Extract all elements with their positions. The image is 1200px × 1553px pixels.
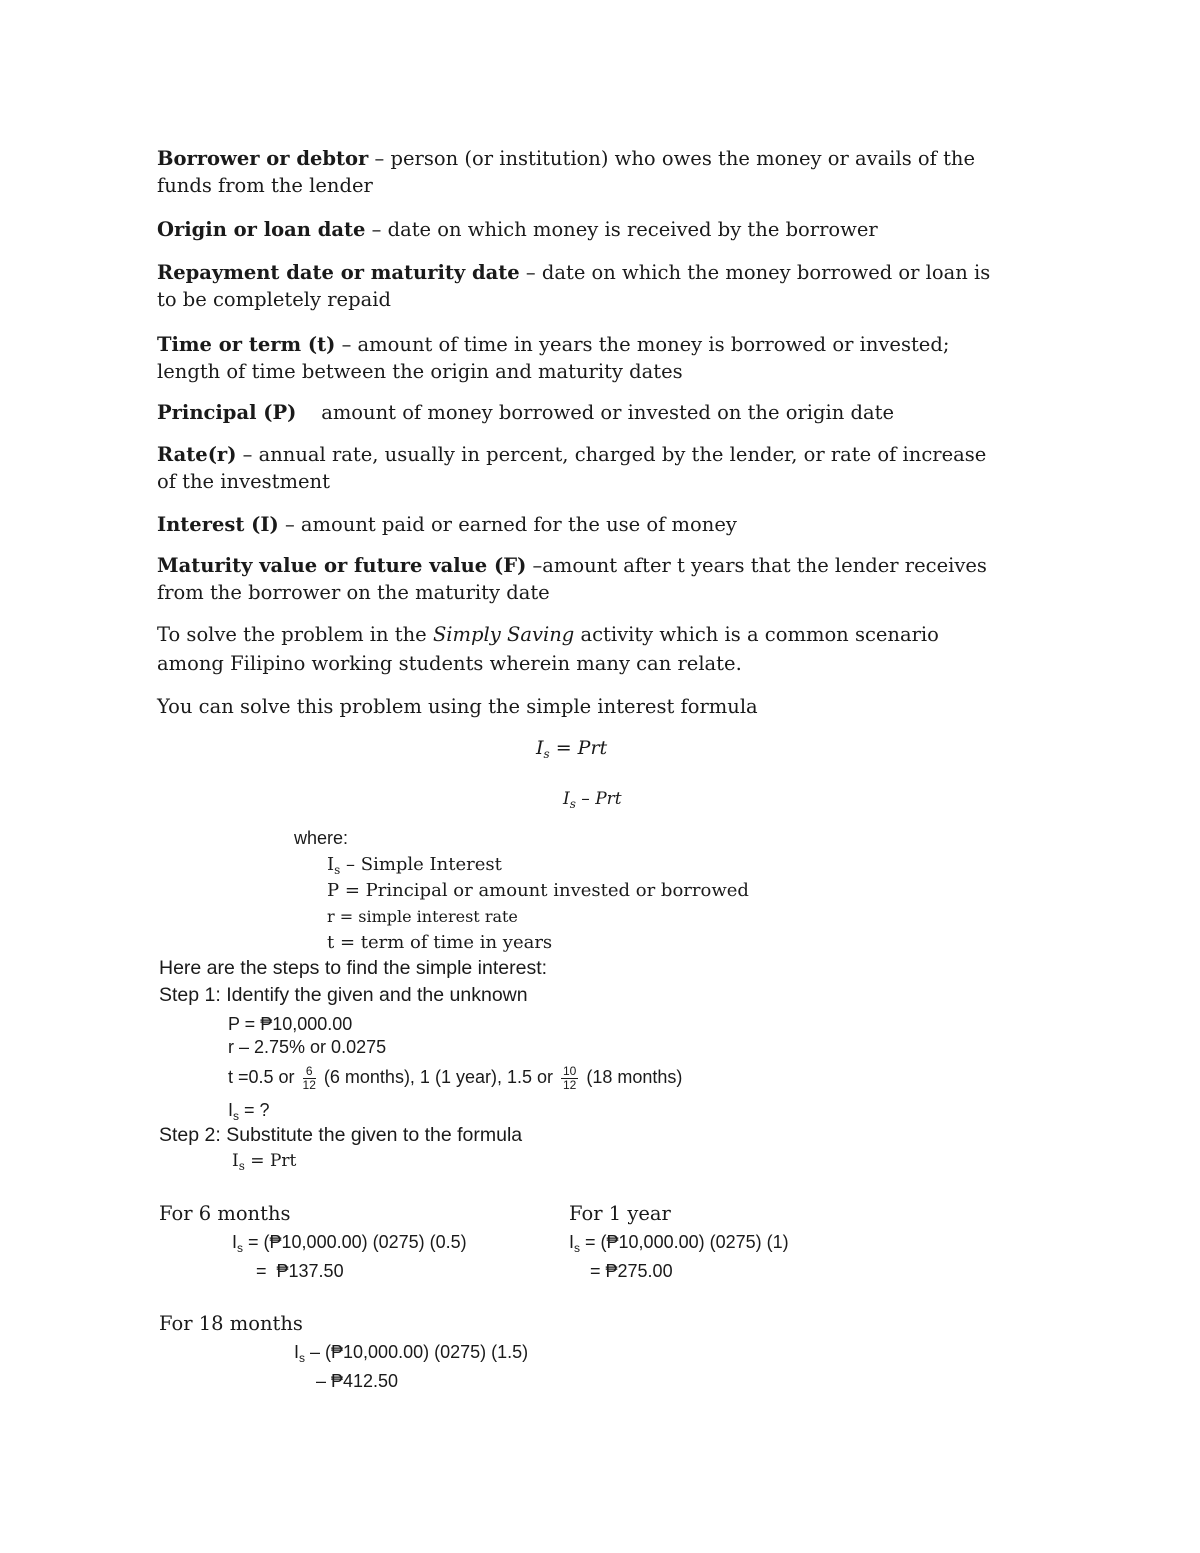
calc-expression: – (₱10,000.00) (0275) (1.5) [305, 1342, 529, 1362]
steps-intro: Here are the steps to find the simple interest: [159, 957, 548, 979]
definition-separator: – [519, 261, 542, 284]
where-subscript: s [334, 863, 341, 877]
definition-separator: – [278, 513, 301, 536]
formula-intro: You can solve this problem using the simple interest formula [157, 695, 758, 718]
where-eq: = [334, 932, 361, 953]
where-desc: term of time in years [360, 932, 553, 953]
definition-time [157, 331, 1007, 385]
where-desc: Simple Interest [360, 854, 502, 875]
formula-subscript: s [543, 747, 550, 761]
step1-label: Step 1: Identify the given and the unknown [159, 984, 528, 1006]
calc-subscript: s [574, 1241, 581, 1255]
fraction-numerator: 10 [563, 1063, 577, 1078]
fraction-denominator: 12 [302, 1077, 316, 1092]
where-eq: = [334, 907, 359, 926]
calc-1-year-title: For 1 year [569, 1202, 671, 1225]
definition-separator: – [365, 218, 388, 241]
calc-symbol: I [232, 1232, 238, 1252]
calc-expression: = (₱10,000.00) (0275) (1) [580, 1232, 789, 1252]
definition-term: Borrower or debtor [157, 147, 369, 170]
definition-borrower [157, 145, 1007, 199]
calc-18-months-result: – ₱412.50 [316, 1371, 399, 1391]
definition-separator: – [526, 554, 543, 577]
activity-name: Simply Saving [432, 623, 575, 646]
formula-subscript: s [238, 1159, 245, 1173]
unknown-symbol: I [228, 1100, 234, 1120]
intro-paragraph [157, 620, 1007, 678]
definition-separator: – [368, 147, 391, 170]
formula-symbol: I [232, 1151, 239, 1171]
definition-term: Rate(r) [157, 443, 237, 466]
formula-rhs: – Prt [575, 789, 622, 809]
definition-separator: – [335, 333, 358, 356]
formula-repeat [563, 789, 622, 811]
calc-6-months-result: = ₱137.50 [256, 1261, 344, 1281]
definition-text: amount of time in years the money is borrowed or invested; length of time between the origin and maturity dates [157, 333, 950, 383]
step1-rate: r – 2.75% or 0.0275 [228, 1037, 387, 1057]
where-symbol: t [327, 932, 335, 953]
formula-symbol: I [563, 789, 570, 809]
where-item-t [327, 932, 552, 953]
where-symbol: P [327, 880, 340, 901]
formula-subscript: s [569, 797, 576, 811]
where-label: where: [294, 828, 349, 848]
fraction-denominator: 12 [563, 1077, 577, 1092]
definition-separator [296, 401, 321, 424]
calc-expression: = (₱10,000.00) (0275) (0.5) [243, 1232, 467, 1252]
calc-6-months-title: For 6 months [159, 1202, 291, 1225]
calc-1-year-result: = ₱275.00 [590, 1261, 673, 1281]
calc-subscript: s [237, 1241, 244, 1255]
calc-subscript: s [299, 1351, 306, 1365]
step2-label: Step 2: Substitute the given to the formula [159, 1124, 523, 1146]
time-text: (6 months), 1 (1 year), 1.5 or [318, 1067, 558, 1087]
definition-term: Principal (P) [157, 401, 297, 424]
where-eq: – [340, 854, 361, 875]
step1-unknown [228, 1100, 270, 1123]
formula-main [536, 737, 607, 761]
fraction-six-twelfths [303, 1065, 316, 1092]
where-desc: Principal or amount invested or borrowed [365, 880, 749, 901]
calc-18-months-title: For 18 months [159, 1312, 303, 1335]
where-eq: = [339, 880, 366, 901]
intro-text: To solve the problem in the [157, 623, 433, 646]
calc-symbol: I [569, 1232, 575, 1252]
definition-interest [157, 511, 1007, 538]
where-item-r [327, 907, 518, 926]
calc-6-months-expr [232, 1232, 467, 1255]
definition-principal [157, 399, 1007, 426]
definition-term: Repayment date or maturity date [157, 261, 520, 284]
step2-formula [232, 1151, 296, 1173]
definition-text: annual rate, usually in percent, charged by the lender, or rate of increase of the investment [157, 443, 987, 493]
unknown-subscript: s [233, 1109, 240, 1123]
definition-separator: – [236, 443, 259, 466]
where-symbol: I [327, 854, 335, 875]
where-symbol: r [327, 907, 335, 926]
intro-text: activity which is a common scenario among Filipino working students wherein many can relate. [157, 623, 939, 675]
definition-term: Origin or loan date [157, 218, 366, 241]
formula-rhs: = Prt [549, 737, 608, 759]
definition-origin [157, 216, 1007, 243]
definition-term: Interest (I) [157, 513, 279, 536]
definition-text: amount paid or earned for the use of money [300, 513, 737, 536]
definition-term: Time or term (t) [157, 333, 336, 356]
where-item-p [327, 880, 749, 901]
definition-text: person (or institution) who owes the money or avails of the funds from the lender [157, 147, 976, 197]
where-desc: simple interest rate [358, 907, 518, 926]
step1-principal: P = ₱10,000.00 [228, 1014, 353, 1034]
definition-text: amount after t years that the lender receives from the borrower on the maturity date [157, 554, 987, 604]
unknown-rest: = ? [239, 1100, 270, 1120]
definition-rate [157, 441, 1007, 495]
calc-1-year-expr [569, 1232, 789, 1255]
definition-maturity [157, 552, 1007, 606]
where-item-is [327, 854, 502, 877]
time-text: t =0.5 or [228, 1067, 300, 1087]
definition-text: amount of money borrowed or invested on the origin date [321, 401, 894, 424]
formula-rhs: = Prt [244, 1151, 297, 1171]
formula-symbol: I [536, 737, 544, 759]
calc-symbol: I [294, 1342, 300, 1362]
definition-text: date on which money is received by the borrower [387, 218, 878, 241]
definition-repayment [157, 259, 1007, 313]
fraction-numerator: 6 [303, 1065, 316, 1079]
fraction-ten-twelfths [561, 1065, 578, 1092]
definition-term: Maturity value or future value (F) [157, 554, 527, 577]
time-text: (18 months) [581, 1067, 683, 1087]
definition-text: date on which the money borrowed or loan is to be completely repaid [157, 261, 991, 311]
step1-time [228, 1060, 682, 1094]
calc-18-months-expr [294, 1342, 528, 1365]
